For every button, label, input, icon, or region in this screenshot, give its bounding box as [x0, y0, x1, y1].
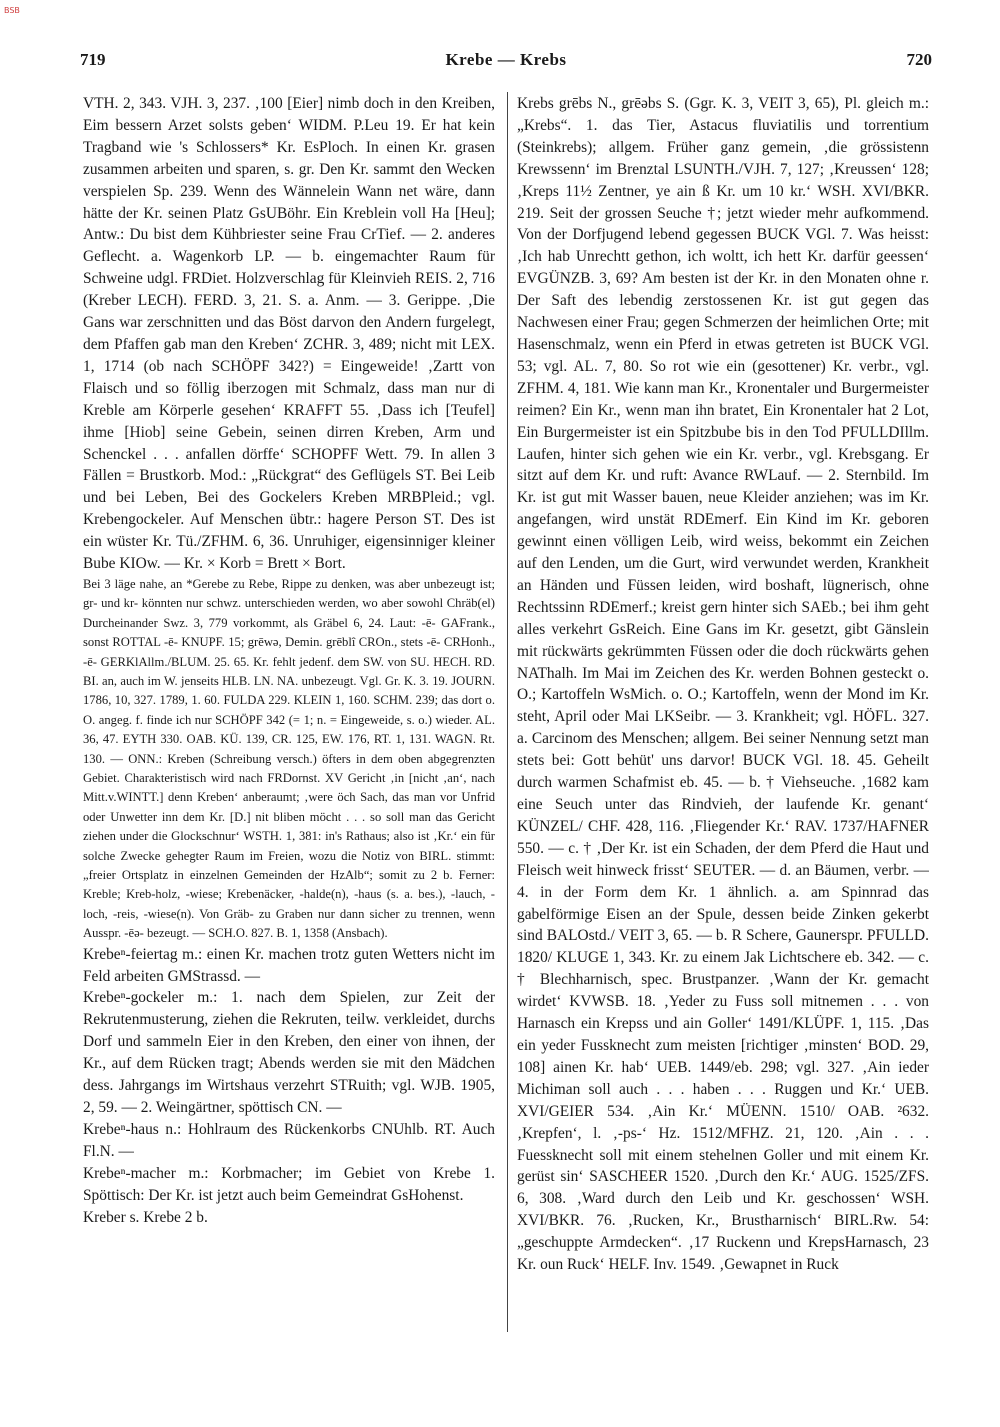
page-number-right: 720	[906, 50, 932, 69]
running-title: Krebe — Krebs	[445, 50, 567, 69]
page-number-left: 719	[80, 50, 106, 69]
page-header	[80, 50, 932, 74]
entry-kreber: Kreber s. Krebe 2 b.	[83, 1208, 208, 1226]
entry-krebenfeiertag: Krebeⁿ-feiertag m.: einen Kr. machen trotz guten Wetters nicht im Feld arbeiten GMStrassd. —	[83, 945, 495, 985]
entry-krebengockeler: Krebeⁿ-gockeler m.: 1. nach dem Spielen, zur Zeit der Rekrutenmusterung, ziehen die Rekruten, teilw. verkleidet, durchs Dorf und sammeln Eier in den Kreben, den einer von ihnen, der Kr., auf dem Rücken tragt; Abends werden sie mit den Mädchen dess. Jahrgangs im Wirtshaus verzehrt STRuith; vgl. WJB. 1905, 2, 59. — 2. Weingärtner, spöttisch CN. —	[83, 989, 495, 1116]
column-divider	[507, 92, 508, 1332]
entry-krebs: Krebs grēbs N., grēəbs S. (Ggr. K. 3, VEIT 3, 65), Pl. gleich m.: „Krebs“. 1. das Tier, Astacus fluviatilis und torrentium (Steinkrebs); allgem. Früher ganz gemein, ‚die grössistenn Krewssenn‘ im Brenztal LSUNTH./VJH. 7, 127; ‚Kreussen‘ 128; ‚Kreps 11½ Zentner, ye ain ß Kr. um 10 kr.‘ WSH. XVI/BKR. 219. Seit der grossen Seuche †; jetzt wieder mehr aufkommend. Von der Dorfjugend lebend gegessen BUCK VGl. 7. Was heisst: ‚Ich hab Unrechtt gethon, ich woltt, ich hett Kr. darfür geessen‘ EVGÜNZB. 3, 69? Am besten ist der Kr. in den Monaten ohne r. Der Saft des lebendig zerstossenen Kr. ist gut gegen das Nachwesen einer Frau; gegen Schmerzen der heimlichen Orte; mit Hasenschmalz, wenn ein Pferd in etwas getreten ist BUCK VGl. 53; vgl. AL. 7, 80. So rot wie ein (gesottener) Kr. verbr., vgl. ZFHM. 4, 181. Wie kann man Kr., Kronentaler und Burgermeister reimen? Ein Kr., wenn man ihn bratet, Ein Kronentaler hat 2 Lot, Ein Burgermeister ist ein Spitzbube bis in den Tod PFULLDIllm. Laufen, hinter sich gehen wie ein Kr. verbr., vgl. Krebsgang. Er sitzt auf dem Kr. und ruft: Avance RWLauf. — 2. Sternbild. Im Kr. ist gut mit Wasser bauen, neue Kleider anziehen; was im Kr. angefangen, wird unstät RDEmerf. Ein Kind im Kr. geboren gewinnt einen völligen Leib, wird weiss, bekommt ein Zeichen auf den Lenden, um die Gurt, wird verwundet werden, Krankheit an Händen und Füssen leiden, wird boshaft, lügnerisch, ohne Rechtssinn RDEmerf.; kreist gern hinter sich SAEb.; bei ihm geht alles verkehrt GsReich. Eine Gans im Kr. gesetzt, gibt Gänslein mit rückwärts gekrümmten Füssen oder die doch rückwärts gehen NAThalh. Im Mai im Zeichen des Kr. werden Bohnen gesteckt o. O.; Kartoffeln WsMich. o. O.; Kartoffeln, wenn der Mond im Kr. steht, April oder Mai LKSeibr. — 3. Krankheit; vgl. HÖFL. 327. a. Carcinom des Menschen; allgem. Bei seiner Nennung setzt man stets bei: Gott behüt' uns darvor! BUCK VGl. 18. 45. Geheilt durch warmen Schafmist eb. 45. — b. † Viehseuche. ‚1682 kam eine Seuch unter das Rindvieh, der laufende Kr. genant‘ KÜNZEL/ CHF. 428, 116. ‚Fliegender Kr.‘ RAV. 1737/HAFNER 550. — c. † ‚Der Kr. ist ein Schaden, der dem Pferd die Haut und Fleisch weit hinweck frisst‘ SEUTER. — d. an Bäumen, verbr. — 4. in der Form dem Kr. 1 ähnlich. a. am Spinnrad das gabelförmige Eisen an der Spule, dessen beide Zinken gekerbt sind BALOstd./ VEIT 3, 65. — b. R Schere, Gaunerspr. PFULLD. 1820/ KLUGE 1, 343. Kr. zu einem Jak Lichtschere eb. 342. — c. † Blechharnisch, spec. Brustpanzer. ‚Wann der Kr. gemacht wirdet‘ KVWSB. 18. ‚Yeder zu Fuss soll mitnemen . . . von Harnasch ein Krepss und ain Goller‘ 1491/KLÜPF. 1, 115. ‚Das ein yeder Fussknecht zum meisten [richtiger ‚minsten‘ BOD. 29, 108] ainen Kr. hab‘ UEB. 1449/eb. 298; vgl. 327. ‚Ain ieder Michiman soll auch . . . haben . . . Ruggen und Kr.‘ UEB. XVI/GEIER 534. ‚Ain Kr.‘ MÜENN. 1510/ OAB. ²632. ‚Krepfen‘, l. ‚-ps-‘ Hz. 1512/MFHZ. 21, 120. ‚Ain . . . Fuessknecht soll mit einem stehelnen Goller und mit einem Kr. gerüst sin‘ SASCHEER 1520. ‚Durch den Kr.‘ AUG. 1525/ZFS. 6, 308. ‚Ward durch den Leib und Kr. geschossen‘ WSH. XVI/BKR. 76. ‚Rucken, Kr., Brustharnisch‘ BIRL.Rw. 54: „geschuppte Armdecken“. ‚17 Ruckenn und KrepsHarnasch, 23 Kr. oun Ruck‘ HELF. Inv. 1549. ‚Gewapnet in Ruck	[517, 95, 929, 1274]
library-stamp: BSB	[4, 6, 20, 15]
entry-krebe-annotation: Bei 3 läge nahe, an *Gerebe zu Rebe, Rippe zu denken, was aber unbezeugt ist; gr- und kr- könnten nur schwz. unterschieden werden, wo aber sowohl Chräb(el) Durcheinander Swz. 3, 779 vorkommt, als Gräbel 6, 24. Laut: -ē- GAFrank., sonst ROTTAL -ē- KNUPF. 15; grēwə, Demin. grēblî CROn., stets -ē- CRHonh., -ē- GERKlAllm./BLUM. 25. 65. Kr. fehlt jedenf. dem SW. von SU. HECH. RD. BI. an, auch im W. jenseits HLB. LN. NA. unbezeugt. Vgl. Gr. K. 3. 19. JOURN. 1786, 10, 327. 1789, 1. 60. FULDA 229. KLEIN 1, 160. SCHM. 239; das dort o. O. angeg. f. finde ich nur SCHÖPF 342 (= 1; n. = Eingeweide, s. o.) wieder. AL. 36, 47. EYTH 330. OAB. KÜ. 139, CR. 125, EW. 176, RT. 1, 131. WAGN. Rt. 130. — ONN.: Kreben (Schreibung versch.) öfters in dem oben abgegrenzten Gebiet. Charakteristisch wird nach FRDornst. XV Gericht ‚in [nicht ‚an‘, nach Mitt.v.WINTT.] denn Kreben‘ anberaumt; ‚were öch Sach, das man vor Unfrid oder Unwetter inn dem Kr. [D.] nit bliben möcht . . . so soll man das Gericht ziehen under die Glockschnur‘ WSTH. 1, 381: in's Rathaus; also ist ‚Kr.‘ ein für solche Zwecke gehegter Raum im Freien, wozu die Notiz von BIRL. stimmt: „freier Ortsplatz in einzelnen Gemeinden der HzAlb“; somit zu 2 b. Ferner: Kreble; Kreb-holz, -wiese; Krebenäcker, -halde(n), -haus (s. a. bes.), -lauch, -loch, -reis, -wiese(n). Von Gräb- zu Graben nur dann sicher zu trennen, wenn Ausspr. -ēə- bezeugt. — SCH.O. 827. B. 1, 1358 (Ansbach).	[83, 576, 495, 941]
right-column	[517, 93, 929, 1333]
entry-krebe-continued: VTH. 2, 343. VJH. 3, 237. ‚100 [Eier] nimb doch in den Kreiben, Eim bessern Arzet solsts geben‘ WIDM. P.Leu 19. Er hat kein Tragband wie 's Schlossers* Kr. EsPloch. In einen Kr. grasen zusammen arbeiten und sparen, s. gr. Den Kr. sammt den Wecken verspielen Sp. 239. Wenn des Wännelein Wann net wäre, dann hätte der Kr. seinen Platz GsUBöhr. Ein Kreblein voll Ha [Heu]; Antw.: Du bist dem Kühbriester seine Frau CrTief. — 2. anderes Geflecht. a. Wagenkorb LP. — b. eingemachter Raum für Schweine udgl. FRDiet. Holzverschlag für Kleinvieh REIS. 2, 716 (Kreber LECH). FERD. 3, 21. S. a. Anm. — 3. Gerippe. ‚Die Gans war zerschnitten und das Böst darvon den Andern furgelegt, dem Pfaffen gab man den Kreben‘ ZCHR. 3, 489; nicht mit LEX. 1, 1714 (ob nach SCHÖPF 342?) = Eingeweide! ‚Zartt von Flaisch und so föllig iberzogen mit Schmalz, dass man nur di Kreble am Körperle gesehen‘ KRAFFT 55. ‚Dass ich [Teufel] ihme [Hiob] seine Gebein, seinen dirren Kreben, Arm und Schenckel . . . anfallen dörffe‘ SCHOPFF Wett. 79. In allen 3 Fällen = Brustkorb. Mod.: „Rückgrat“ des Geflügels ST. Bei Leib und bei Leben, Bei des Gockelers Kreben MRBPleid.; vgl. Krebengockeler. Auf Menschen übtr.: hagere Person ST. Des ist ein wüster Kr. Tü./ZFHM. 6, 36. Unruhiger, eigensinniger kleiner Bube KIOw. — Kr. × Korb = Brett × Bort.	[83, 95, 495, 573]
left-column	[83, 93, 495, 1333]
entry-krebenhaus: Krebeⁿ-haus n.: Hohlraum des Rückenkorbs CNUhlb. RT. Auch Fl.N. —	[83, 1120, 495, 1160]
entry-krebenmacher: Krebeⁿ-macher m.: Korbmacher; im Gebiet von Krebe 1. Spöttisch: Der Kr. ist jetzt auch beim Gemeindrat GsHohenst.	[83, 1164, 495, 1204]
